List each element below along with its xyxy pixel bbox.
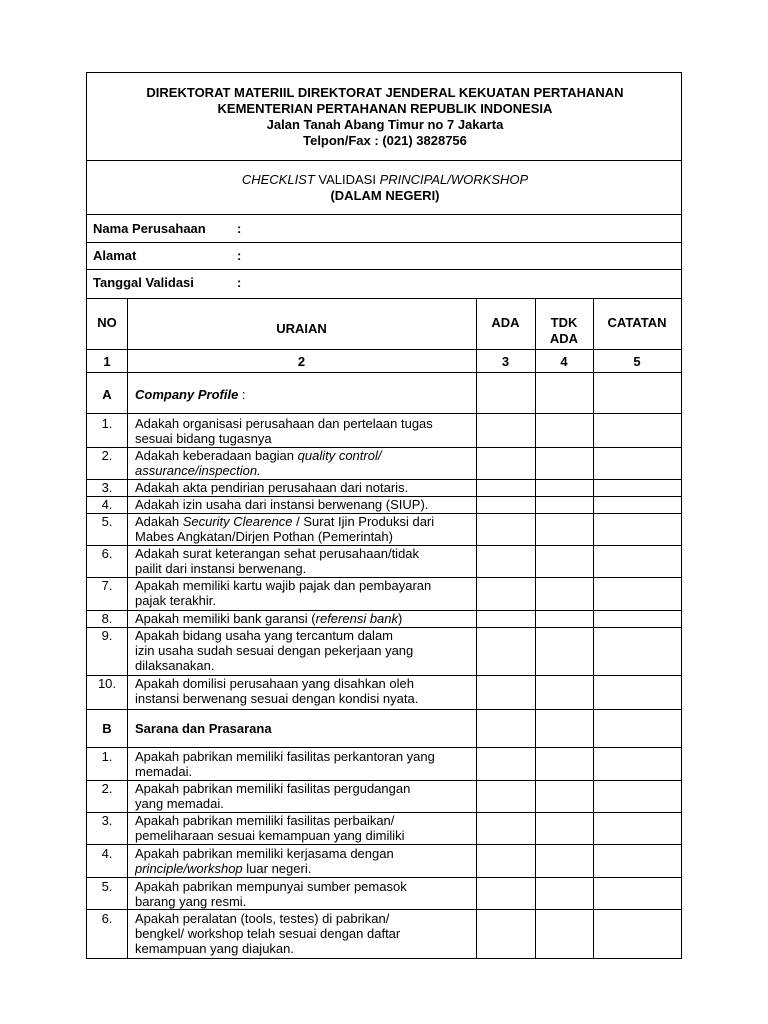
header-line-2: KEMENTERIAN PERTAHANAN REPUBLIK INDONESIA [217, 101, 553, 116]
col-divider [476, 298, 477, 958]
header-line-1: DIREKTORAT MATERIIL DIREKTORAT JENDERAL KEKUATAN PERTAHANAN [146, 85, 624, 100]
col-index: 3 [501, 354, 510, 369]
field-sep: : [237, 248, 242, 263]
header-line-3: Jalan Tanah Abang Timur no 7 Jakarta [266, 117, 504, 132]
divider [87, 242, 681, 243]
section-a-title: Company Profile : [135, 387, 246, 402]
divider [87, 747, 681, 748]
col-header-tdk-ada: TDK [550, 315, 578, 330]
form-subtitle: (DALAM NEGERI) [330, 188, 440, 203]
col-header-no: NO [97, 315, 117, 330]
divider [87, 214, 681, 215]
col-divider [127, 298, 128, 958]
form-title: CHECKLIST VALIDASI PRINCIPAL/WORKSHOP [241, 172, 529, 187]
field-sep: : [237, 275, 242, 290]
col-divider [535, 298, 536, 958]
col-index: 5 [633, 354, 641, 369]
header-line-4: Telpon/Fax : (021) 3828756 [303, 133, 467, 148]
col-header-catatan: CATATAN [607, 315, 667, 330]
col-header-uraian: URAIAN [276, 321, 327, 336]
col-index: 1 [103, 354, 111, 369]
section-b-title: Sarana dan Prasarana [135, 721, 272, 736]
divider [87, 298, 681, 299]
section-b-code: B [102, 721, 112, 736]
divider [87, 269, 681, 270]
col-divider [593, 298, 594, 958]
col-header-ada: ADA [491, 315, 520, 330]
col-index: 4 [560, 354, 568, 369]
col-header-tdk-ada-2: ADA [549, 331, 579, 346]
col-index: 2 [297, 354, 306, 369]
validation-form: DIREKTORAT MATERIIL DIREKTORAT JENDERAL KEKUATAN PERTAHANAN KEMENTERIAN PERTAHANAN REPUBLIK INDONESIA Jalan Tanah Abang Timur no 7 Jakarta Telpon/Fax : (021) 3828756 CHECKLIST VALIDASI PRINCIPAL/WORKSHOP (DALAM NEGERI) Nama Perusahaan : Alamat : Tanggal Validasi : NO URAIAN ADA TDK ADA CATATAN 1 2 3 4 5 A Company Profile : 1. Adakah organisasi perusahaan dan pertelaan tugas sesuai bidang tugasnya 2. Adakah keberadaan bagian quality control/ assurance/inspection. 3. Adakah akta pendirian perusahaan dari notaris. 4. Adakah izin usaha dari instansi berwenang (SIUP). 5. Adakah Security Clearence / Surat Ijin Produksi dari Mabes Angkatan/Dirjen Pothan (Pemerintah) 6. Adakah surat keterangan sehat perusahaan/tidak pailit dari instansi berwenang. 7. Apakah memiliki kartu wajib pajak dan pembayaran pajak terakhir. 8. Apakah memiliki bank garansi (referensi bank) 9. Apakah bidang usaha yang tercantum dalam izin usaha sudah sesuai dengan pekerjaan yang dilaksanakan. 10. Apakah domilisi perusahaan yang disahkan oleh instansi berwenang sesuai dengan kondisi nyata. B Sarana dan Prasarana 1. Apakah pabrikan memiliki fasilitas perkantoran yang memadai. 2. Apakah pabrikan memiliki fasilitas pergudangan yang memadai. 3. Apakah pabrikan memiliki fasilitas perbaikan/ pemeliharaan sesuai kemampuan yang dimiliki 4. Apakah pabrikan memiliki kerjasama dengan principle/workshop luar negeri. 5. Apakah pabrikan mempunyai sumber pemasok barang yang resmi. 6. Apakah peralatan (tools, testes) di pabrikan/ bengkel/ workshop telah sesuai dengan daftar kemampuan yang diajukan. [86, 72, 682, 959]
field-address-label: Alamat [93, 248, 137, 263]
field-validation-date-label: Tanggal Validasi [93, 275, 194, 290]
section-a-code: A [102, 387, 112, 402]
divider [87, 160, 681, 161]
field-company-name-label: Nama Perusahaan [93, 221, 206, 236]
divider [87, 413, 681, 414]
field-sep: : [237, 221, 242, 236]
divider [87, 349, 681, 350]
divider [87, 372, 681, 373]
